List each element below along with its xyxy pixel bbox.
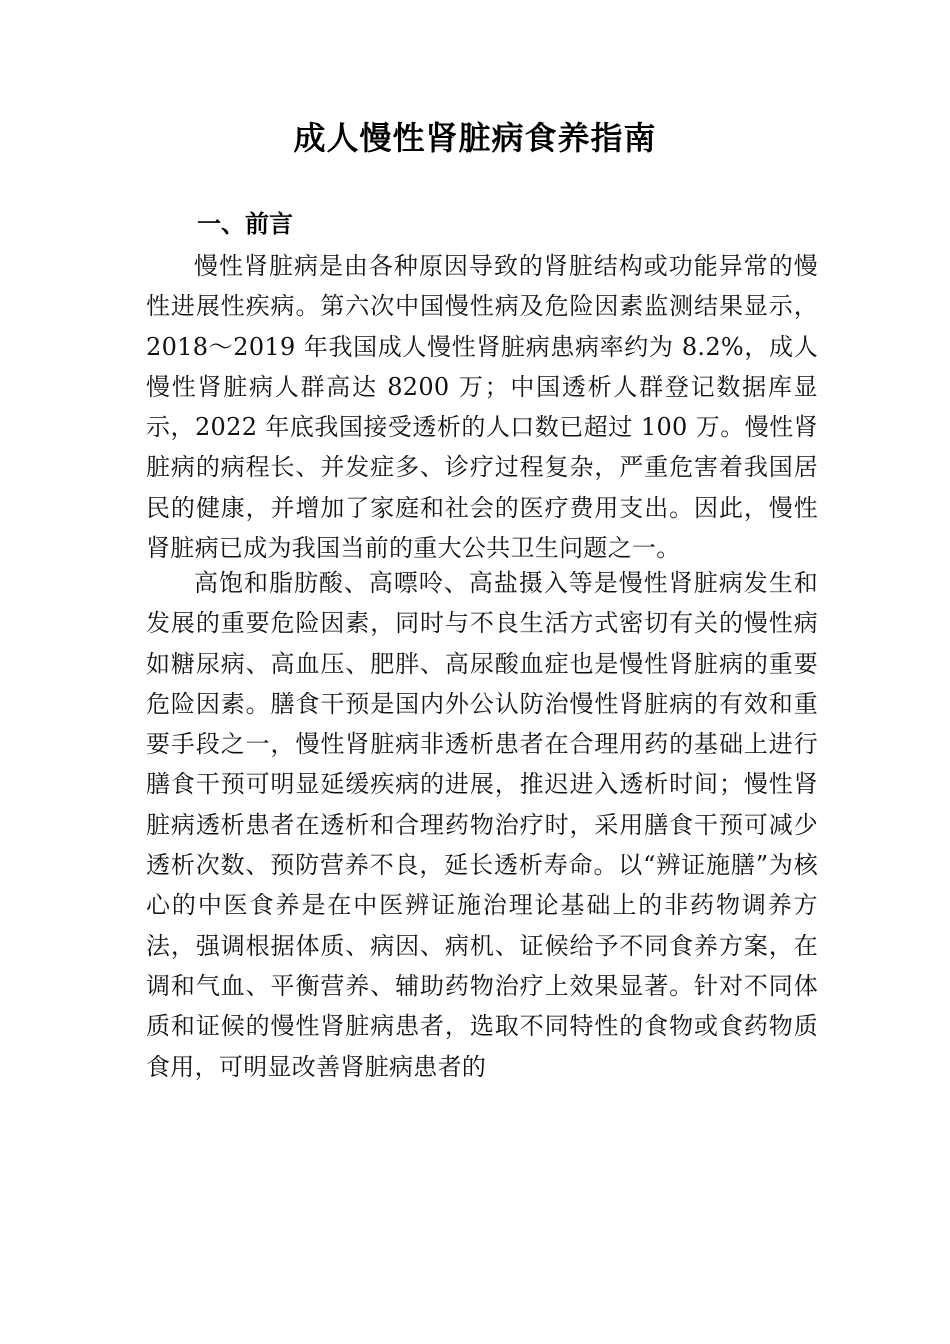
paragraph-risk-factors: 高饱和脂肪酸、高嘌呤、高盐摄入等是慢性肾脏病发生和发展的重要危险因素，同时与不良生活方式密切有关的慢性病如糖尿病、高血压、肥胖、高尿酸血症也是慢性肾脏病的重要危险因素。膳食干预是国内外公认防治慢性肾脏病的有效和重要手段之一，慢性肾脏病非透析患者在合理用药的基础上进行膳食干预可明显延缓疾病的进展，推迟进入透析时间；慢性肾脏病透析患者在透析和合理药物治疗时，采用膳食干预可减少透析次数、预防营养不良，延长透析寿命。以“辨证施膳”为核心的中医食养是在中医辨证施治理论基础上的非药物调养方法，强调根据体质、病因、病机、证候给予不同食养方案，在调和气血、平衡营养、辅助药物治疗上效果显著。针对不同体质和证候的慢性肾脏病患者，选取不同特性的食物或食药物质食用，可明显改善肾脏病患者的: [146, 569, 818, 1081]
document-title: 成人慢性肾脏病食养指南: [293, 119, 657, 157]
section-heading-preface: 一、前言: [197, 210, 293, 238]
paragraph-prevalence: 慢性肾脏病是由各种原因导致的肾脏结构或功能异常的慢性进展性疾病。第六次中国慢性病及危险因素监测结果显示，2018～2019 年我国成人慢性肾脏病患病率约为 8.2%，成人慢性肾脏病人群高达 8200 万；中国透析人群登记数据库显示，2022 年底我国接受透析的人口数已超过 100 万。慢性肾脏病的病程长、并发症多、诊疗过程复杂，严重危害着我国居民的健康，并增加了家庭和社会的医疗费用支出。因此，慢性肾脏病已成为我国当前的重大公共卫生问题之一。: [146, 252, 818, 563]
